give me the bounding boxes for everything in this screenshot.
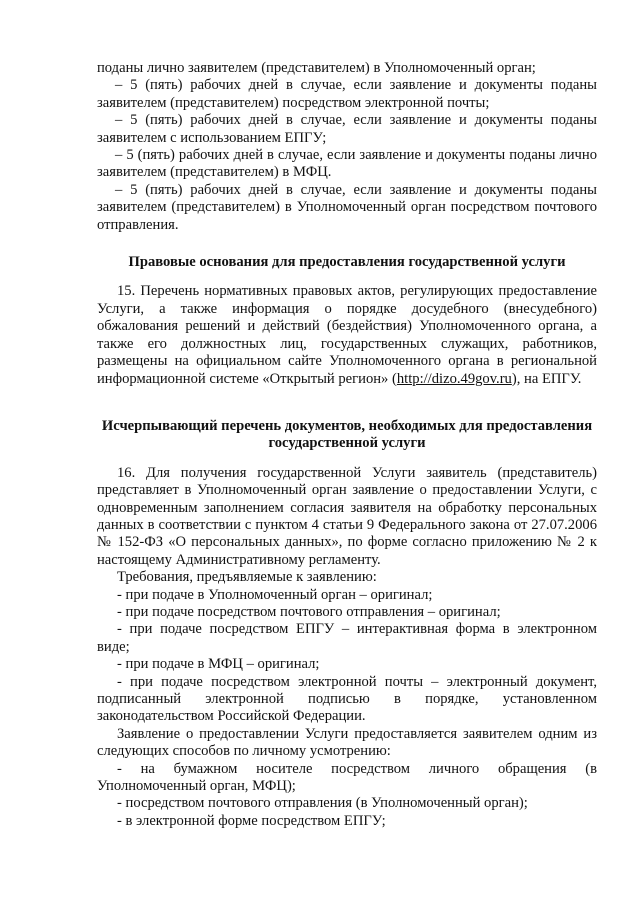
list-item: – 5 (пять) рабочих дней в случае, если заявление и документы поданы лично заявителем (представителем) в МФЦ. xyxy=(97,147,597,181)
regional-site-link[interactable]: http://dizo.49gov.ru xyxy=(396,370,512,387)
list-item: - посредством почтового отправления (в Уполномоченный орган); xyxy=(117,795,528,812)
paragraph-15-tail: ), на ЕПГУ. xyxy=(511,370,582,387)
list-item: - при подаче посредством почтового отправления – оригинал; xyxy=(117,603,501,620)
list-item: - при подаче посредством ЕПГУ – интерактивная форма в электронном виде; xyxy=(97,621,597,655)
paragraph-15-text: 15. Перечень нормативных правовых актов, регулирующих предоставление Услуги, а также информация о порядке досудебного (внесудебного) обжалования решений и действий (бездействия) Уполномоченного органа, а также его должностных лиц, государственных служащих, работников, размещены на официальном сайте Уполномоченного органа в региональной информационной системе «Открытый регион» ( xyxy=(97,283,597,387)
section-heading-documents: Исчерпывающий перечень документов, необходимых для предоставления государственной услуги xyxy=(101,417,593,452)
list-item: – 5 (пять) рабочих дней в случае, если заявление и документы поданы заявителем (представителем) в Уполномоченный орган посредством почтового отправления. xyxy=(97,181,597,233)
list-item: - при подаче в МФЦ – оригинал; xyxy=(117,656,320,673)
list-item: - при подаче посредством электронной почты – электронный документ, подписанный электронной подписью в порядке, установленном законодательством Российской Федерации. xyxy=(97,673,597,725)
list-item: - в электронной форме посредством ЕПГУ; xyxy=(117,812,386,829)
list-item: – 5 (пять) рабочих дней в случае, если заявление и документы поданы заявителем (представителем) посредством электронной почты; xyxy=(97,77,597,111)
list-item: – 5 (пять) рабочих дней в случае, если заявление и документы поданы заявителем с использованием ЕПГУ; xyxy=(97,112,597,146)
paragraph-16: 16. Для получения государственной Услуги заявитель (представитель) представляет в Уполномоченный орган заявление о предоставлении Услуги, с одновременным заполнением согласия заявителя на обработку персональных данных в соответствии с пунктом 4 статьи 9 Федерального закона от 27.07.2006 № 152-ФЗ «О персональных данных», по форме согласно приложению № 2 к настоящему Административному регламенту. xyxy=(97,464,597,568)
paragraph-continuation: поданы лично заявителем (представителем) в Уполномоченный орган; xyxy=(97,60,536,76)
list-item: - при подаче в Уполномоченный орган – оригинал; xyxy=(117,586,433,603)
paragraph-15 xyxy=(97,283,597,387)
requirements-intro: Требования, предъявляемые к заявлению: xyxy=(117,569,377,586)
section-heading-legal-basis: Правовые основания для предоставления государственной услуги xyxy=(128,254,566,271)
submission-ways-intro: Заявление о предоставлении Услуги предоставляется заявителем одним из следующих способов по личному усмотрению: xyxy=(97,725,597,760)
list-item: - на бумажном носителе посредством личного обращения (в Уполномоченный орган, МФЦ); xyxy=(97,760,597,795)
document-body xyxy=(97,60,597,830)
